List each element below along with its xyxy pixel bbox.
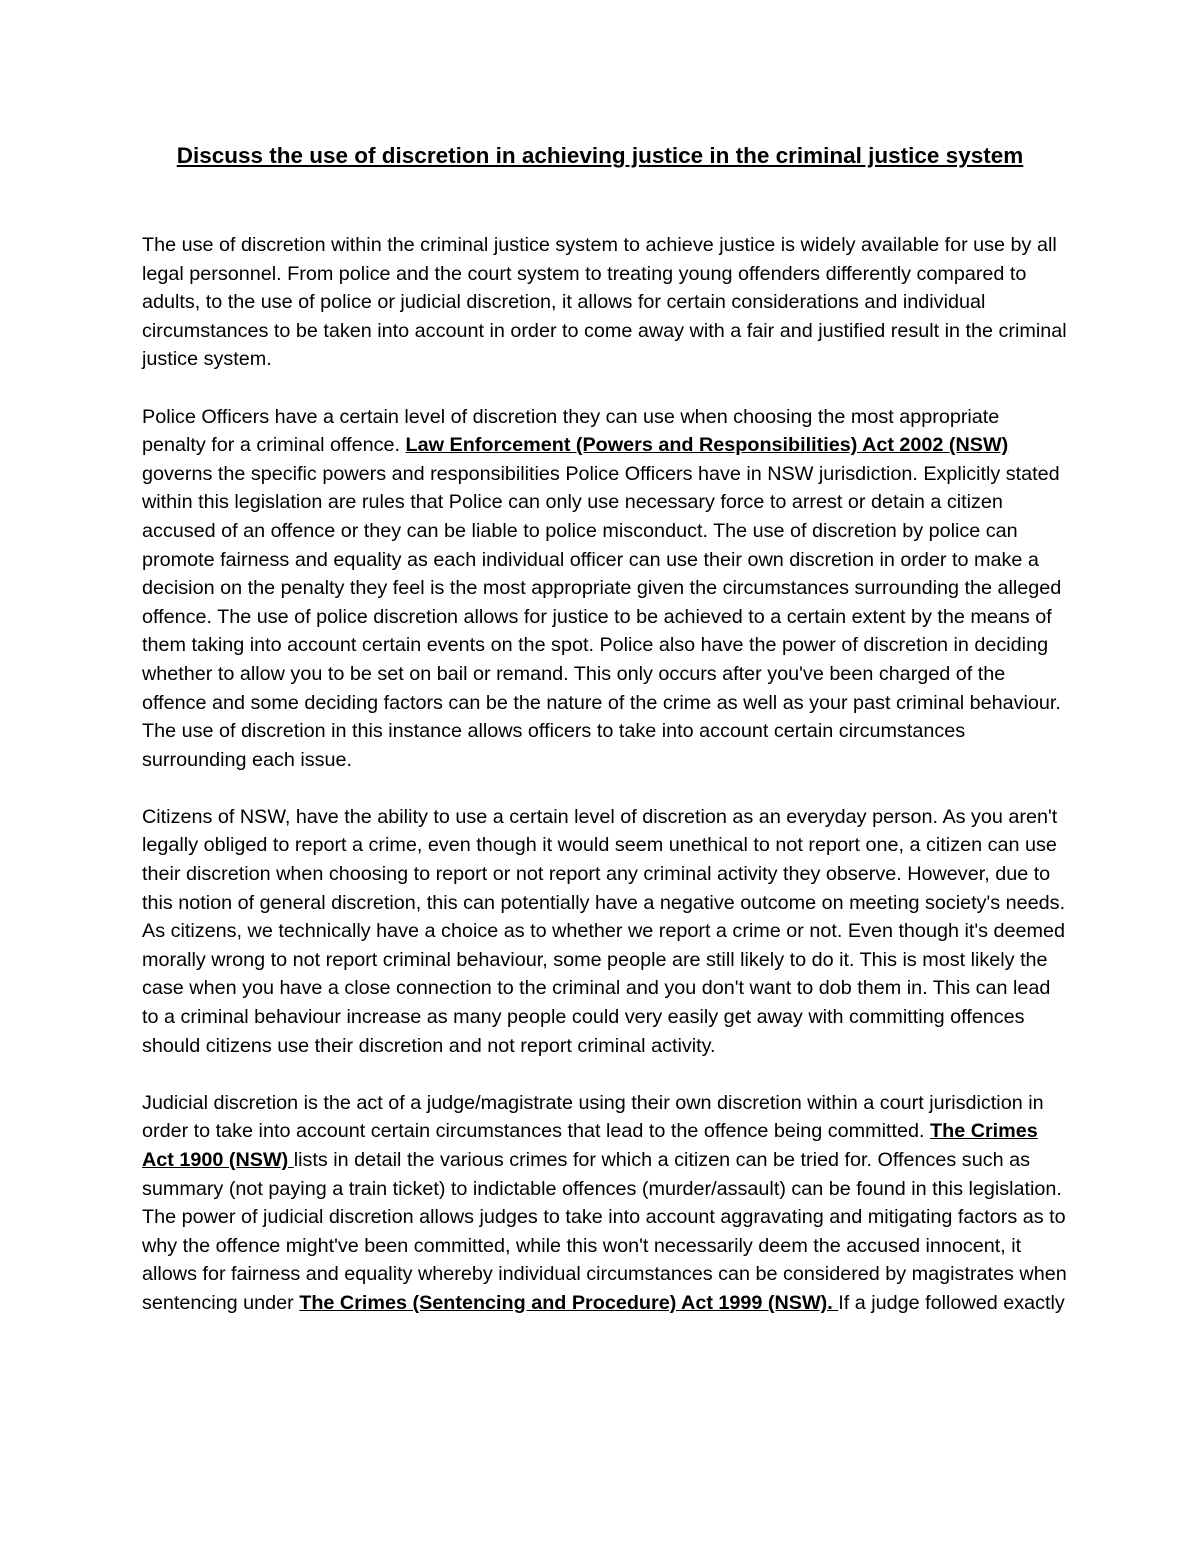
paragraph-text: If a judge followed exactly xyxy=(838,1291,1065,1314)
paragraph-text: Citizens of NSW, have the ability to use a certain level of discretion as an everyday person. As you aren't legally obliged to report a crime, even though it would seem unethical to not report one, a citizen can use their discretion when choosing to report or not report any criminal activity they observe. However, due to this notion of general discretion, this can potentially have a negative outcome on meeting society's needs. As citizens, we technically have a choice as to whether we report a crime or not. Even though it's deemed morally wrong to not report criminal behaviour, some people are still likely to do it. This is most likely the case when you have a close connection to the criminal and you don't want to dob them in. This can lead to a criminal behaviour increase as many people could very easily get away with committing offences should citizens use their discretion and not report criminal activity. xyxy=(142,805,1066,1057)
paragraph-text: The use of discretion within the criminal justice system to achieve justice is widely available for use by all legal personnel. From police and the court system to treating young offenders differently compared to adults, to the use of police or judicial discretion, it allows for certain considerations and individual circumstances to be taken into account in order to come away with a fair and justified result in the criminal justice system. xyxy=(142,234,1067,371)
paragraph-text: Police Officers have a certain level of discretion they can use when choosing the most appropriate penalty for a criminal offence. xyxy=(142,405,1000,457)
document-body xyxy=(142,231,1067,1346)
paragraph-text: Judicial discretion is the act of a judge/magistrate using their own discretion within a court jurisdiction in order to take into account certain circumstances that lead to the offence being committed. xyxy=(142,1091,1044,1143)
paragraph-text: governs the specific powers and responsibilities Police Officers have in NSW jurisdiction. Explicitly stated within this legislation are rules that Police can only use necessary force to arrest or detain a citizen accused of an offence or they can be liable to police misconduct. The use of discretion by police can promote fairness and equality as each individual officer can use their own discretion in order to make a decision on the penalty they feel is the most appropriate given the circumstances surrounding the alleged offence. The use of police discretion allows for justice to be achieved to a certain extent by the means of them taking into account certain events on the spot. Police also have the power of discretion in deciding whether to allow you to be set on bail or remand. This only occurs after you've been charged of the offence and some deciding factors can be the nature of the crime as well as your past criminal behaviour. The use of discretion in this instance allows officers to take into account certain circumstances surrounding each issue. xyxy=(142,462,1062,771)
paragraph-text: lists in detail the various crimes for which a citizen can be tried for. Offences such as summary (not paying a train ticket) to indictable offences (murder/assault) can be found in this legislation. The power of judicial discretion allows judges to take into account aggravating and mitigating factors as to why the offence might've been committed, while this won't necessarily deem the accused innocent, it allows for fairness and equality whereby individual circumstances can be considered by magistrates when sentencing under xyxy=(142,1149,1067,1314)
paragraph-police-discretion xyxy=(142,403,1067,775)
legislation-reference-lepra: Law Enforcement (Powers and Responsibilities) Act 2002 (NSW) xyxy=(405,434,1009,457)
page-title: Discuss the use of discretion in achieving justice in the criminal justice system xyxy=(176,143,1024,168)
paragraph-judicial-discretion xyxy=(142,1089,1067,1318)
paragraph-introduction xyxy=(142,231,1067,374)
legislation-reference-crimes-act: The Crimes Act 1900 (NSW) xyxy=(142,1120,1038,1171)
legislation-reference-sentencing-act: The Crimes (Sentencing and Procedure) Act 1999 (NSW). xyxy=(299,1291,839,1314)
paragraph-citizen-discretion xyxy=(142,803,1067,1060)
